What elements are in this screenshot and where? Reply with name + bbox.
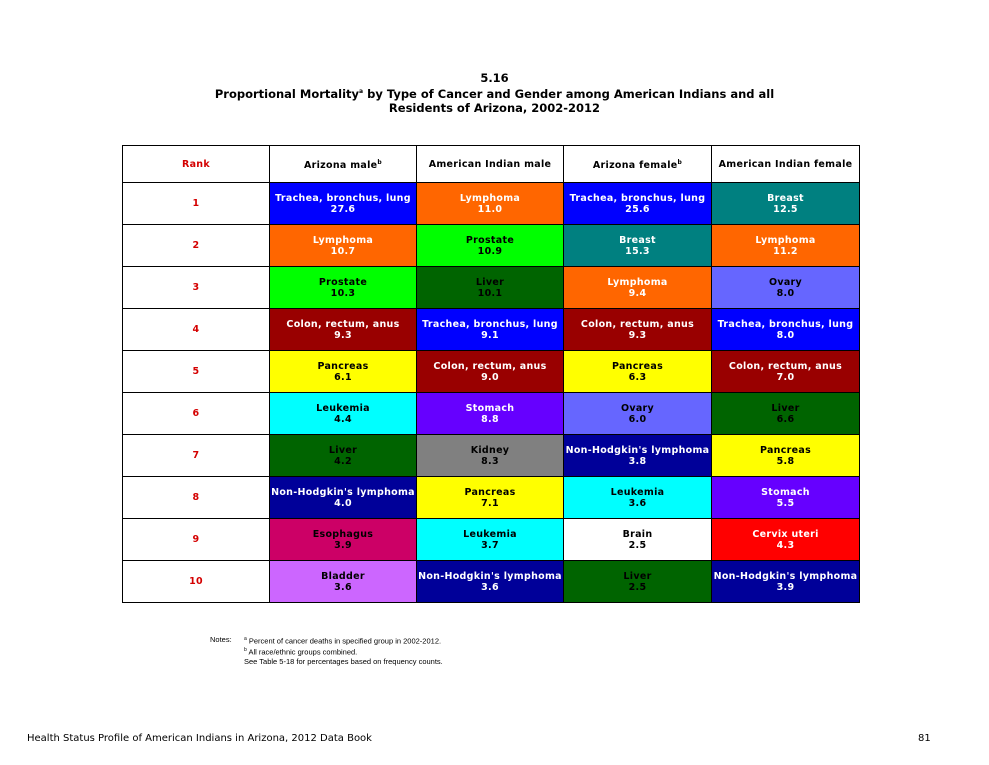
cancer-percent: 3.9 [776,581,795,593]
cancer-percent: 9.3 [628,329,647,341]
rank-cell: 6 [123,393,270,435]
cancer-type: Brain [622,528,653,540]
rank-cell: 7 [123,435,270,477]
cancer-cell [564,477,712,519]
cancer-percent: 8.0 [776,287,795,299]
cancer-type: Lymphoma [607,276,668,288]
table-row [123,435,860,477]
cancer-percent: 6.1 [334,371,352,383]
cancer-percent: 10.3 [330,287,356,299]
cancer-type: Pancreas [464,486,516,498]
cancer-percent: 12.5 [773,203,798,215]
rank-cell: 2 [123,225,270,267]
cancer-type: Kidney [470,444,510,456]
cancer-cell [270,519,417,561]
cancer-type: Trachea, bronchus, lung [569,192,706,204]
cancer-percent: 8.0 [776,329,795,341]
cancer-type: Breast [767,192,804,204]
cancer-cell [564,225,712,267]
cancer-percent: 10.9 [477,245,503,257]
cancer-percent: 9.1 [481,329,499,341]
cancer-cell [564,351,712,393]
rank-cell: 3 [123,267,270,309]
rank-cell: 4 [123,309,270,351]
cancer-percent: 9.3 [334,329,352,341]
cancer-cell [417,519,564,561]
cancer-cell [712,309,860,351]
cancer-percent: 4.2 [334,455,352,467]
cancer-percent: 27.6 [330,203,356,215]
table-row [123,477,860,519]
rank-cell: 10 [123,561,270,603]
page-number: 81 [918,733,931,744]
cancer-percent: 11.2 [773,245,798,257]
table-row [123,309,860,351]
cancer-percent: 6.0 [628,413,647,425]
column-header-label: Arizona female [592,160,678,172]
cancer-cell [270,477,417,519]
column-header-label: American Indian male [428,158,552,170]
cancer-percent: 5.5 [776,497,795,509]
table-row [123,351,860,393]
title-line-2-post: by Type of Cancer and Gender among American Indians and all [363,86,775,101]
title-line-2-pre: Proportional Mortality [214,86,360,101]
cancer-type: Trachea, bronchus, lung [717,318,854,330]
cancer-cell [417,477,564,519]
cancer-percent: 3.7 [481,539,499,551]
cancer-cell [270,267,417,309]
header-row [123,146,860,183]
notes-label: Notes: [210,635,232,644]
column-header-label: American Indian female [718,158,853,170]
title-footnote-marker: a [359,88,364,95]
table-row [123,519,860,561]
cancer-type: Bladder [321,570,365,582]
cancer-cell [712,393,860,435]
cancer-percent: 7.0 [776,371,795,383]
cancer-percent: 2.5 [628,539,647,551]
cancer-percent: 4.4 [334,413,352,425]
cancer-cell [712,267,860,309]
cancer-percent: 6.6 [776,413,795,425]
column-header [417,146,564,183]
cancer-cell [417,183,564,225]
cancer-percent: 11.0 [477,203,503,215]
cancer-percent: 6.3 [628,371,647,383]
cancer-percent: 3.9 [334,539,352,551]
note-a [244,635,443,646]
table-row [123,225,860,267]
cancer-cell [564,435,712,477]
cancer-type: Leukemia [463,528,517,540]
table-row [123,561,860,603]
cancer-percent: 3.6 [481,581,499,593]
cancer-cell [270,393,417,435]
cancer-type: Leukemia [316,402,370,414]
cancer-cell [270,225,417,267]
cancer-type: Trachea, bronchus, lung [275,192,411,204]
cancer-type: Breast [619,234,656,246]
cancer-percent: 3.8 [628,455,647,467]
title-line-3: Residents of Arizona, 2002-2012 [388,100,601,115]
cancer-type: Prostate [465,234,515,246]
cancer-percent: 8.3 [481,455,499,467]
note-a-marker: a [244,636,247,642]
footer-title: Health Status Profile of American Indians in Arizona, 2012 Data Book [27,733,372,744]
cancer-percent: 9.0 [481,371,499,383]
cancer-cell [712,225,860,267]
cancer-cell [712,519,860,561]
cancer-cell [270,183,417,225]
cancer-cell [270,561,417,603]
column-header-label: Arizona male [303,160,378,172]
cancer-type: Colon, rectum, anus [580,318,695,330]
cancer-percent: 15.3 [625,245,650,257]
cancer-type: Stomach [761,486,810,498]
cancer-type: Lymphoma [312,234,374,246]
cancer-type: Stomach [465,402,515,414]
rank-cell: 9 [123,519,270,561]
cancer-cell [712,477,860,519]
cancer-type: Trachea, bronchus, lung [422,318,558,330]
cancer-cell [417,351,564,393]
title-line-2 [0,85,989,101]
rank-header [123,146,270,183]
table-body [123,183,860,603]
rank-cell: 5 [123,351,270,393]
cancer-type: Liver [475,276,505,288]
cancer-cell [712,435,860,477]
column-header-label: Rank [181,158,210,170]
cancer-cell [564,183,712,225]
cancer-type: Colon, rectum, anus [728,360,843,372]
cancer-cell [712,183,860,225]
cancer-percent: 5.8 [776,455,795,467]
table-row [123,183,860,225]
cancer-cell [417,393,564,435]
cancer-percent: 3.6 [628,497,647,509]
cancer-cell [417,225,564,267]
cancer-cell [712,561,860,603]
cancer-cell [564,309,712,351]
table-row [123,393,860,435]
column-header [712,146,860,183]
cancer-cell [417,435,564,477]
cancer-cell [712,351,860,393]
cancer-percent: 8.8 [481,413,499,425]
cancer-type: Ovary [768,276,803,288]
cancer-type: Colon, rectum, anus [286,318,400,330]
cancer-type: Colon, rectum, anus [433,360,547,372]
table-title [0,71,989,115]
cancer-cell [564,519,712,561]
rank-cell: 8 [123,477,270,519]
cancer-cell [417,561,564,603]
cancer-type: Leukemia [610,486,665,498]
cancer-cell [564,561,712,603]
column-header [564,146,712,183]
notes-lines [244,635,443,667]
note-b-text: All race/ethnic groups combined. [246,647,358,657]
cancer-mortality-table [122,145,860,603]
cancer-percent: 3.6 [334,581,352,593]
cancer-type: Pancreas [759,444,812,456]
cancer-type: Esophagus [312,528,374,540]
cancer-percent: 4.0 [334,497,352,509]
cancer-cell [270,351,417,393]
cancer-percent: 25.6 [625,203,650,215]
cancer-type: Liver [771,402,800,414]
cancer-type: Lymphoma [755,234,816,246]
column-header-footnote-marker: b [677,158,683,166]
cancer-type: Non-Hodgkin's lymphoma [271,486,415,498]
cancer-percent: 7.1 [481,497,499,509]
cancer-cell [417,267,564,309]
cancer-type: Non-Hodgkin's lymphoma [565,444,710,456]
table-row [123,267,860,309]
cancer-cell [270,309,417,351]
cancer-cell [417,309,564,351]
cancer-cell [270,435,417,477]
cancer-percent: 10.7 [330,245,356,257]
cancer-type: Cervix uteri [752,528,819,540]
cancer-type: Lymphoma [459,192,521,204]
note-a-text: Percent of cancer deaths in specified group in 2002-2012. [246,636,442,646]
note-b [244,646,443,657]
table-number: 5.16 [480,71,509,85]
cancer-percent: 2.5 [628,581,647,593]
cancer-type: Liver [623,570,652,582]
cancer-type: Non-Hodgkin's lymphoma [713,570,858,582]
rank-cell: 1 [123,183,270,225]
cancer-type: Liver [328,444,358,456]
cancer-percent: 10.1 [477,287,503,299]
cancer-percent: 9.4 [628,287,647,299]
note-b-marker: b [244,647,247,653]
note-c: See Table 5-18 for percentages based on frequency counts. [244,657,443,666]
cancer-percent: 4.3 [776,539,795,551]
column-header [270,146,417,183]
cancer-type: Non-Hodgkin's lymphoma [418,570,562,582]
cancer-type: Pancreas [317,360,369,372]
cancer-type: Prostate [318,276,368,288]
cancer-type: Ovary [620,402,655,414]
cancer-cell [564,393,712,435]
cancer-type: Pancreas [611,360,664,372]
column-header-footnote-marker: b [377,158,383,166]
cancer-cell [564,267,712,309]
